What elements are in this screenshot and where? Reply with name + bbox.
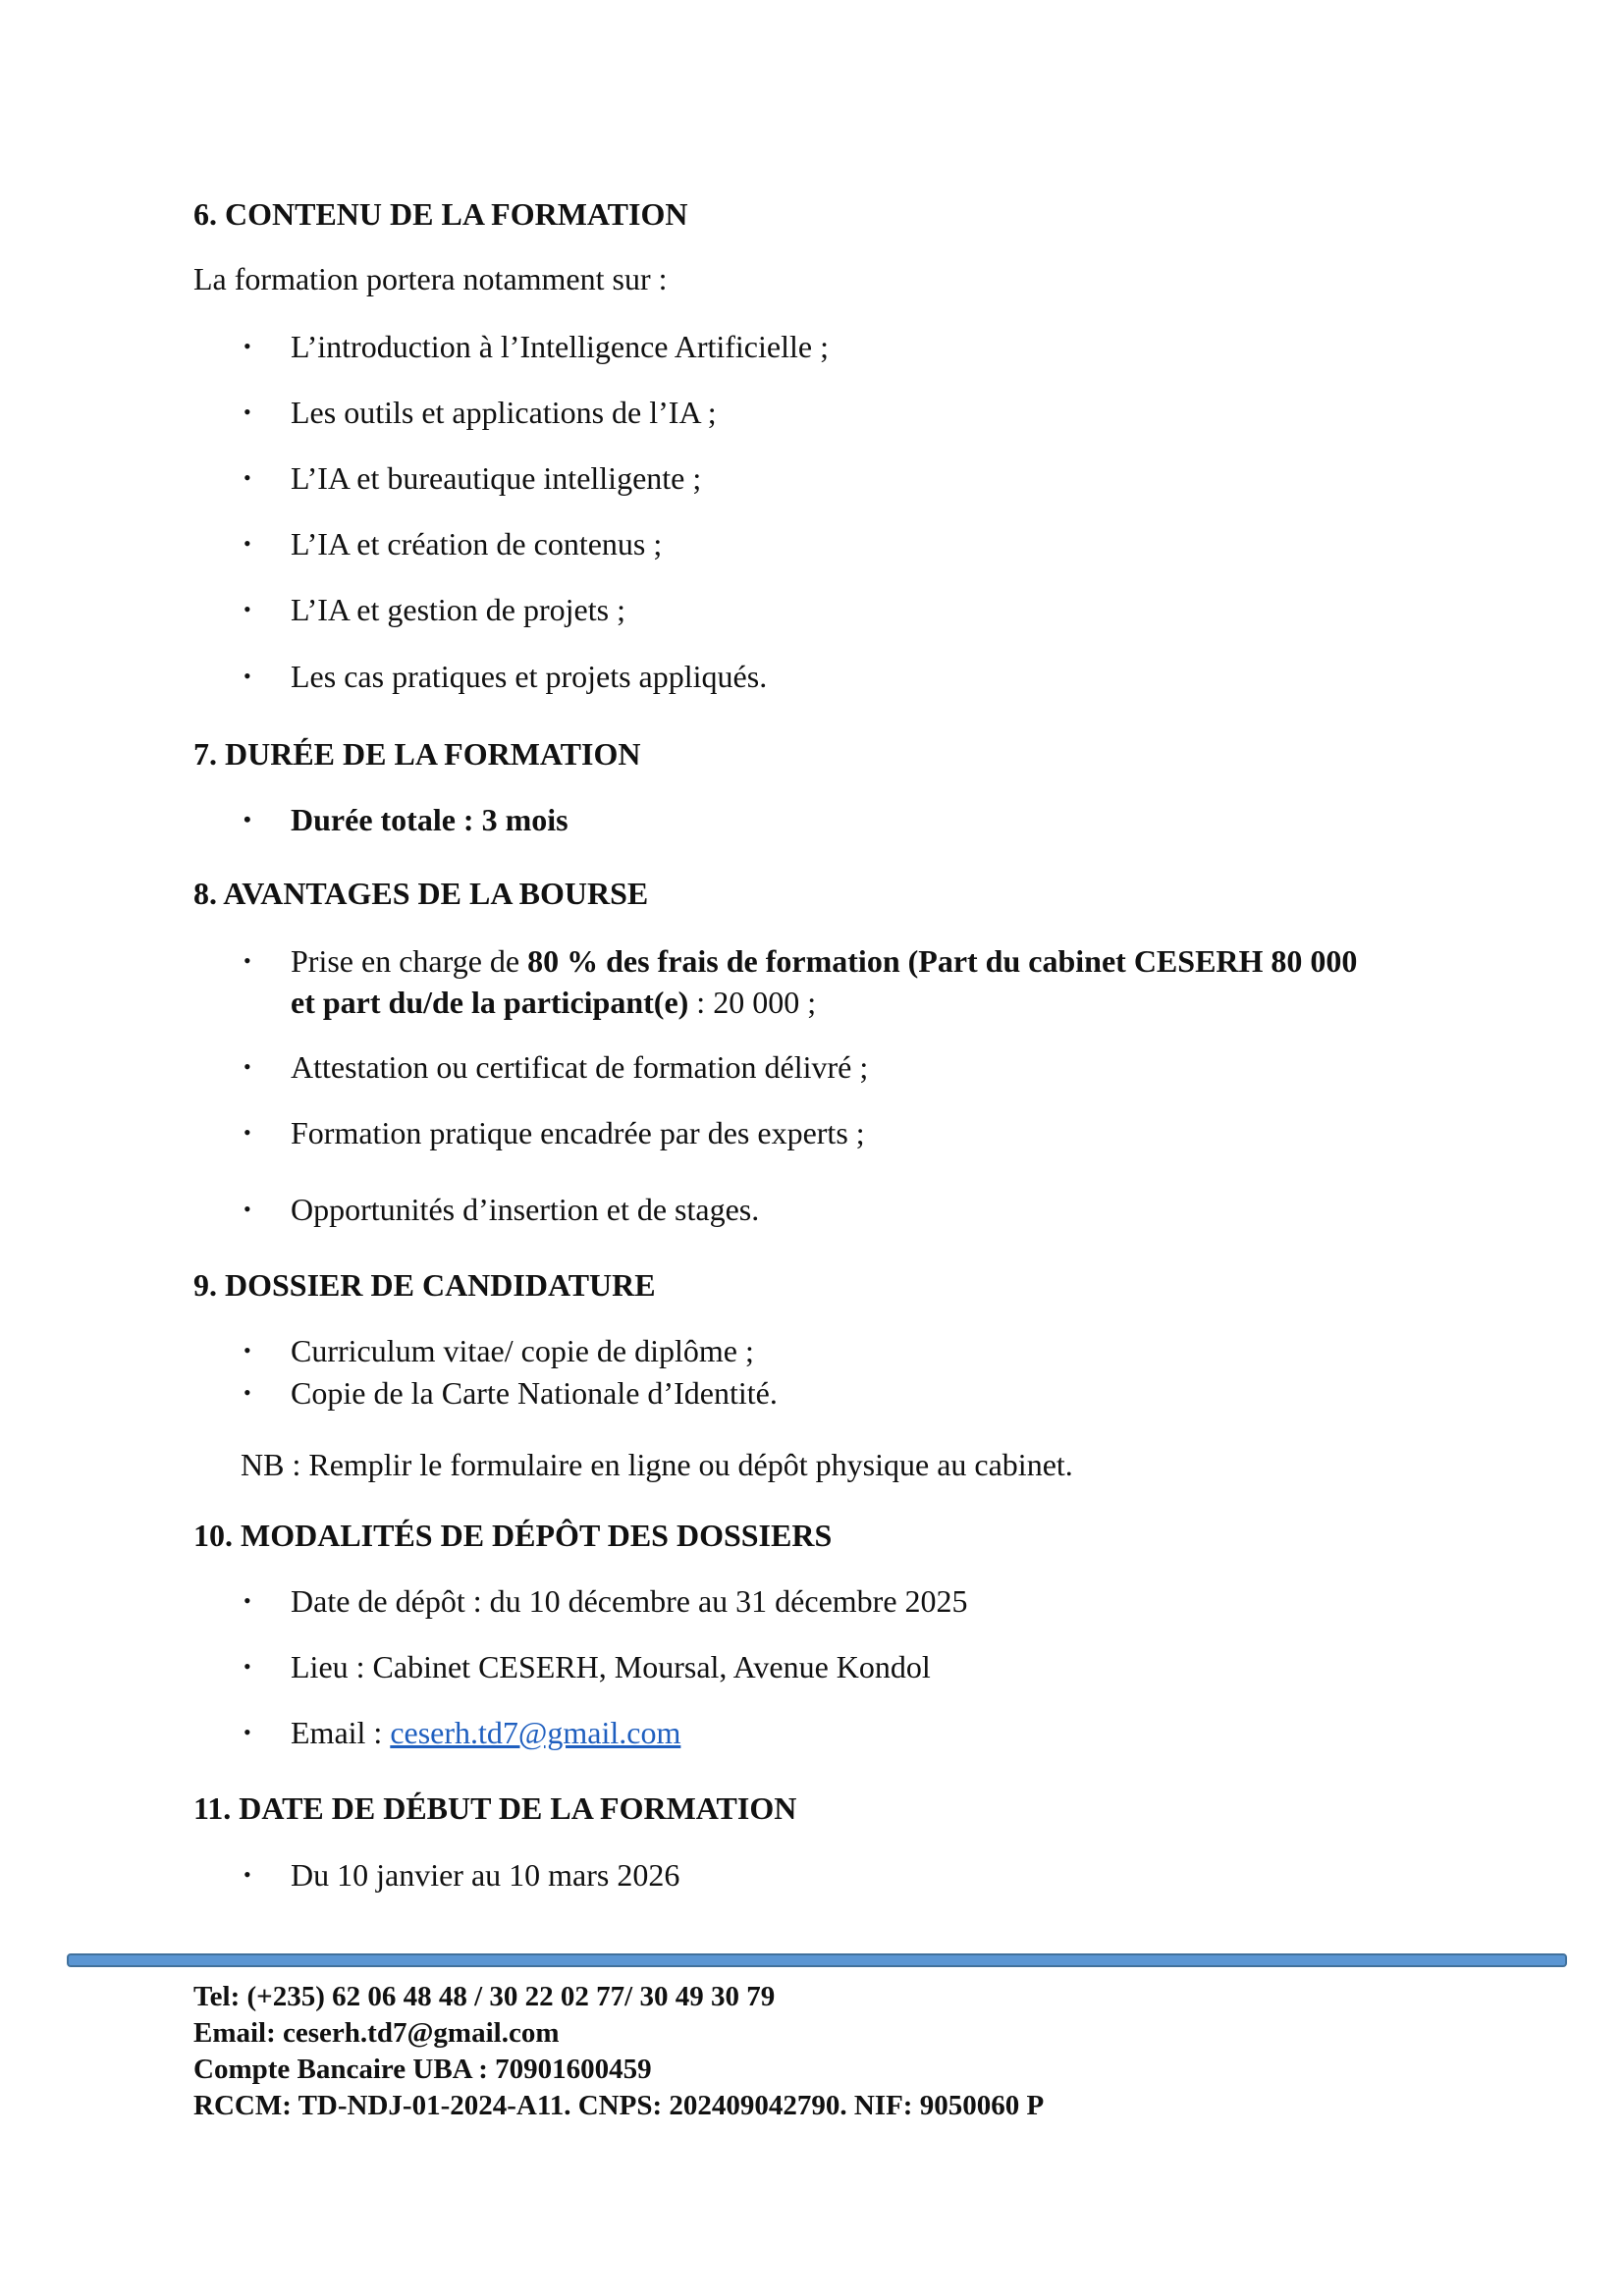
bullet-icon: • [244,1120,251,1145]
bullet-icon: • [244,1197,251,1221]
section-9-title: 9. DOSSIER DE CANDIDATURE [193,1267,656,1303]
bullet-icon: • [244,531,251,556]
section-7-title: 7. DURÉE DE LA FORMATION [193,736,641,772]
section-6-intro: La formation portera notamment sur : [193,261,668,296]
bullet-icon: • [244,1862,251,1887]
section-11-title: 11. DATE DE DÉBUT DE LA FORMATION [193,1790,797,1826]
bullet-icon: • [244,664,251,688]
footer-bank: Compte Bancaire UBA : 70901600459 [193,2054,652,2085]
bullet-icon: • [244,1054,251,1079]
bullet-icon: • [244,1588,251,1613]
bullet-icon: • [244,1654,251,1679]
section-10-title: 10. MODALITÉS DE DÉPÔT DES DOSSIERS [193,1518,833,1553]
bullet-icon: • [244,1338,251,1362]
bullet-icon: • [244,1720,251,1744]
footer-tel: Tel: (+235) 62 06 48 48 / 30 22 02 77/ 30 49 30 79 [193,1981,776,2012]
footer-rccm: RCCM: TD-NDJ-01-2024-A11. CNPS: 202409042790. NIF: 9050060 P [193,2090,1045,2121]
section-6-title: 6. CONTENU DE LA FORMATION [193,196,688,232]
bullet-icon: • [244,1380,251,1405]
document-page: 6. CONTENU DE LA FORMATION La formation portera notamment sur : • L’introduction à l’Intelligence Artificielle ; • Les outils et applications de l’IA ; • L’IA et bureautique intelligente ; • L’IA et création de contenus ; • L’IA et gestion de projets ; • Les cas pratiques et projets appliqués. 7. DURÉE DE LA FORMATION • Durée totale : 3 mois 8. AVANTAGES DE LA BOURSE • Prise en charge de 80 % des frais de formation (Part du cabinet CESERH 80 000 et part du/de la participant(e) : 20 000 ; • Attestation ou certificat de formation délivré ; • Formation pratique encadrée par des experts ; • Opportunités d’insertion et de stages. 9. DOSSIER DE CANDIDATURE • Curriculum vitae/ copie de diplôme ; • Copie de la Carte Nationale d’Identité. NB : Remplir le formulaire en ligne ou dépôt physique au cabinet. 10. MODALITÉS DE DÉPÔT DES DOSSIERS • Date de dépôt : du 10 décembre au 31 décembre 2025 • Lieu : Cabinet CESERH, Moursal, Avenue Kondol • Email : ceserh.td7@gmail.com 11. DATE DE DÉBUT DE LA FORMATION • Du 10 janvier au 10 mars 2026 Tel: (+235) 62 06 48 48 / 30 22 02 77/ 30 49 30 79 Email: ceserh.td7@gmail.com Compte Bancaire UBA : 70901600459 RCCM: TD-NDJ-01-2024-A11. CNPS: 202409042790. NIF: 9050060 P [0,0,1624,2296]
bullet-icon: • [244,597,251,621]
email-link[interactable]: ceserh.td7@gmail.com [390,1715,681,1750]
section-9-note: NB : Remplir le formulaire en ligne ou dépôt physique au cabinet. [241,1447,1073,1482]
bullet-icon: • [244,334,251,358]
footer-divider [67,1953,1567,1967]
bullet-icon: • [244,465,251,490]
footer-email: Email: ceserh.td7@gmail.com [193,2017,560,2049]
bullet-icon: • [244,948,251,973]
section-8-title: 8. AVANTAGES DE LA BOURSE [193,876,649,911]
bullet-icon: • [244,400,251,424]
bullet-icon: • [244,807,251,831]
